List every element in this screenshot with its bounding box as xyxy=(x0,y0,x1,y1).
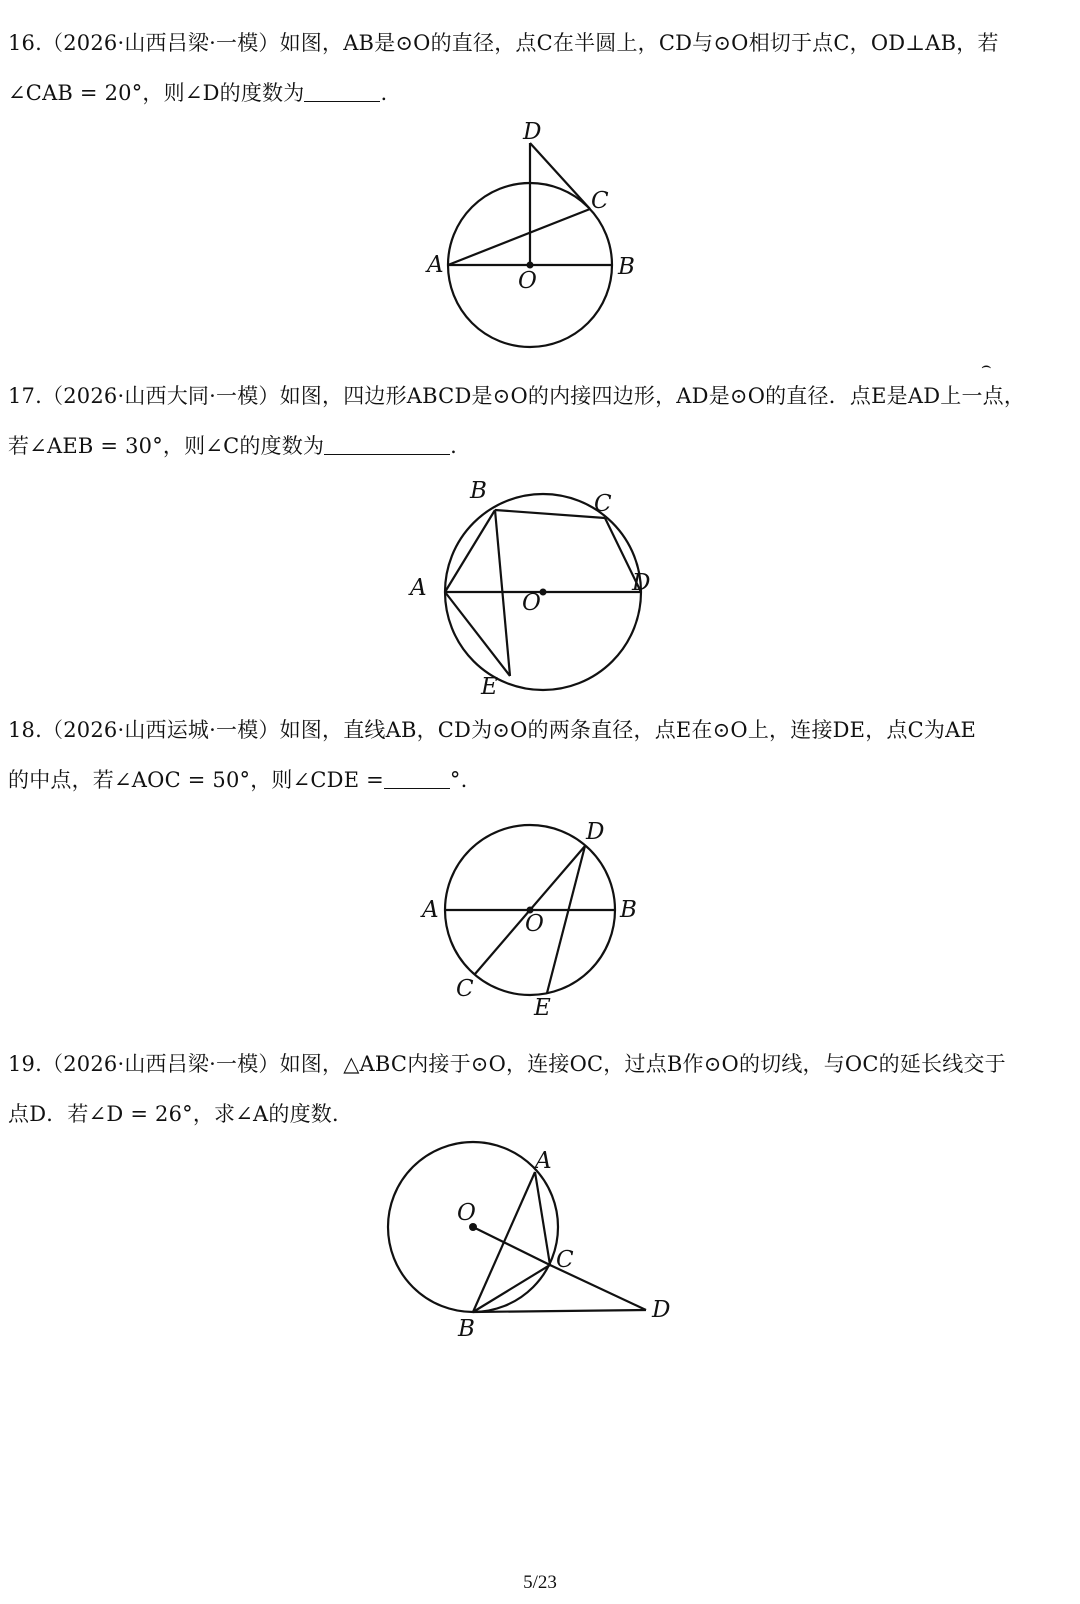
q16-text-2: ∠CAB = 20°，则∠D的度数为 xyxy=(8,81,305,105)
q17-label-d: D xyxy=(632,570,651,596)
q16-text-1: 如图，AB是⊙O的直径，点C在半圆上，CD与⊙O相切于点C，OD⊥AB，若 xyxy=(279,31,999,55)
q17-arc-mark: ⌢ xyxy=(981,356,992,375)
q16-label-d: D xyxy=(523,119,542,145)
q19-line1 xyxy=(8,1049,1006,1079)
q18-line1 xyxy=(8,715,976,745)
q16-chord-ac xyxy=(448,209,590,265)
q19-label-c: C xyxy=(556,1247,574,1273)
q17-answer-blank[interactable] xyxy=(324,432,450,455)
q19-label-d: D xyxy=(652,1297,671,1323)
q19-source: （2026·山西吕梁·一模） xyxy=(42,1052,280,1076)
q17-source: （2026·山西大同·一模） xyxy=(42,384,280,408)
q19-label-o: O xyxy=(457,1200,476,1226)
q18-label-d: D xyxy=(586,819,605,845)
q16-diagram xyxy=(400,115,660,355)
q19-label-a: A xyxy=(535,1148,552,1174)
q17-number: 17. xyxy=(8,384,42,408)
q18-label-e: E xyxy=(534,995,551,1021)
q19-line2 xyxy=(8,1099,353,1129)
q17-label-o: O xyxy=(522,590,541,616)
q18-label-b: B xyxy=(620,897,637,923)
q18-text-end: °. xyxy=(449,768,468,792)
q17-label-c: C xyxy=(594,491,612,517)
q18-line2 xyxy=(8,765,468,795)
q16-figure xyxy=(400,115,660,355)
q19-diagram xyxy=(380,1140,690,1350)
q17-text-end: . xyxy=(450,434,458,458)
q17-text-1: 如图，四边形ABCD是⊙O的内接四边形，AD是⊙O的直径．点E是AD上一点， xyxy=(279,384,1026,408)
q16-answer-blank[interactable] xyxy=(304,79,380,102)
q18-text-1: 如图，直线AB，CD为⊙O的两条直径，点E在⊙O上，连接DE，点C为AE xyxy=(279,718,976,742)
q18-label-a: A xyxy=(422,897,439,923)
q17-side-bc xyxy=(495,510,605,518)
q16-label-o: O xyxy=(518,268,537,294)
q16-label-b: B xyxy=(618,254,635,280)
q19-segment-oc xyxy=(473,1227,550,1265)
q17-text-2: 若∠AEB = 30°，则∠C的度数为 xyxy=(8,434,325,458)
q19-text-2: 点D．若∠D = 26°，求∠A的度数． xyxy=(8,1102,354,1126)
q18-text-2: 的中点，若∠AOC = 50°，则∠CDE = xyxy=(8,768,384,792)
q17-side-ab xyxy=(445,510,495,592)
q19-number: 19. xyxy=(8,1052,42,1076)
q16-label-c: C xyxy=(591,188,609,214)
q18-number: 18. xyxy=(8,718,42,742)
q18-label-o: O xyxy=(525,911,544,937)
q16-label-a: A xyxy=(427,252,444,278)
q16-number: 16. xyxy=(8,31,42,55)
q19-label-b: B xyxy=(458,1316,475,1342)
q19-side-ab xyxy=(473,1172,535,1312)
q18-answer-blank[interactable] xyxy=(384,766,450,789)
q19-figure xyxy=(380,1140,690,1350)
q16-line1 xyxy=(8,28,999,58)
q16-source: （2026·山西吕梁·一模） xyxy=(42,31,280,55)
q17-line2 xyxy=(8,431,457,461)
q18-figure xyxy=(410,815,670,1025)
q16-text-end: . xyxy=(380,81,388,105)
q19-text-1: 如图，△ABC内接于⊙O，连接OC，过点B作⊙O的切线，与OC的延长线交于 xyxy=(279,1052,1006,1076)
q16-tangent-cd xyxy=(530,143,590,209)
q19-tangent-bd xyxy=(473,1310,646,1312)
q17-label-a: A xyxy=(410,575,427,601)
q18-label-c: C xyxy=(456,976,474,1002)
page-number: 5/23 xyxy=(523,1572,557,1593)
q18-source: （2026·山西运城·一模） xyxy=(42,718,280,742)
q16-line2 xyxy=(8,78,387,108)
q17-diagram xyxy=(410,480,670,710)
q17-line1 xyxy=(8,381,1025,411)
q17-label-e: E xyxy=(481,674,498,700)
q18-diagram xyxy=(410,815,670,1025)
q17-label-b: B xyxy=(470,478,487,504)
q17-figure xyxy=(410,480,670,710)
